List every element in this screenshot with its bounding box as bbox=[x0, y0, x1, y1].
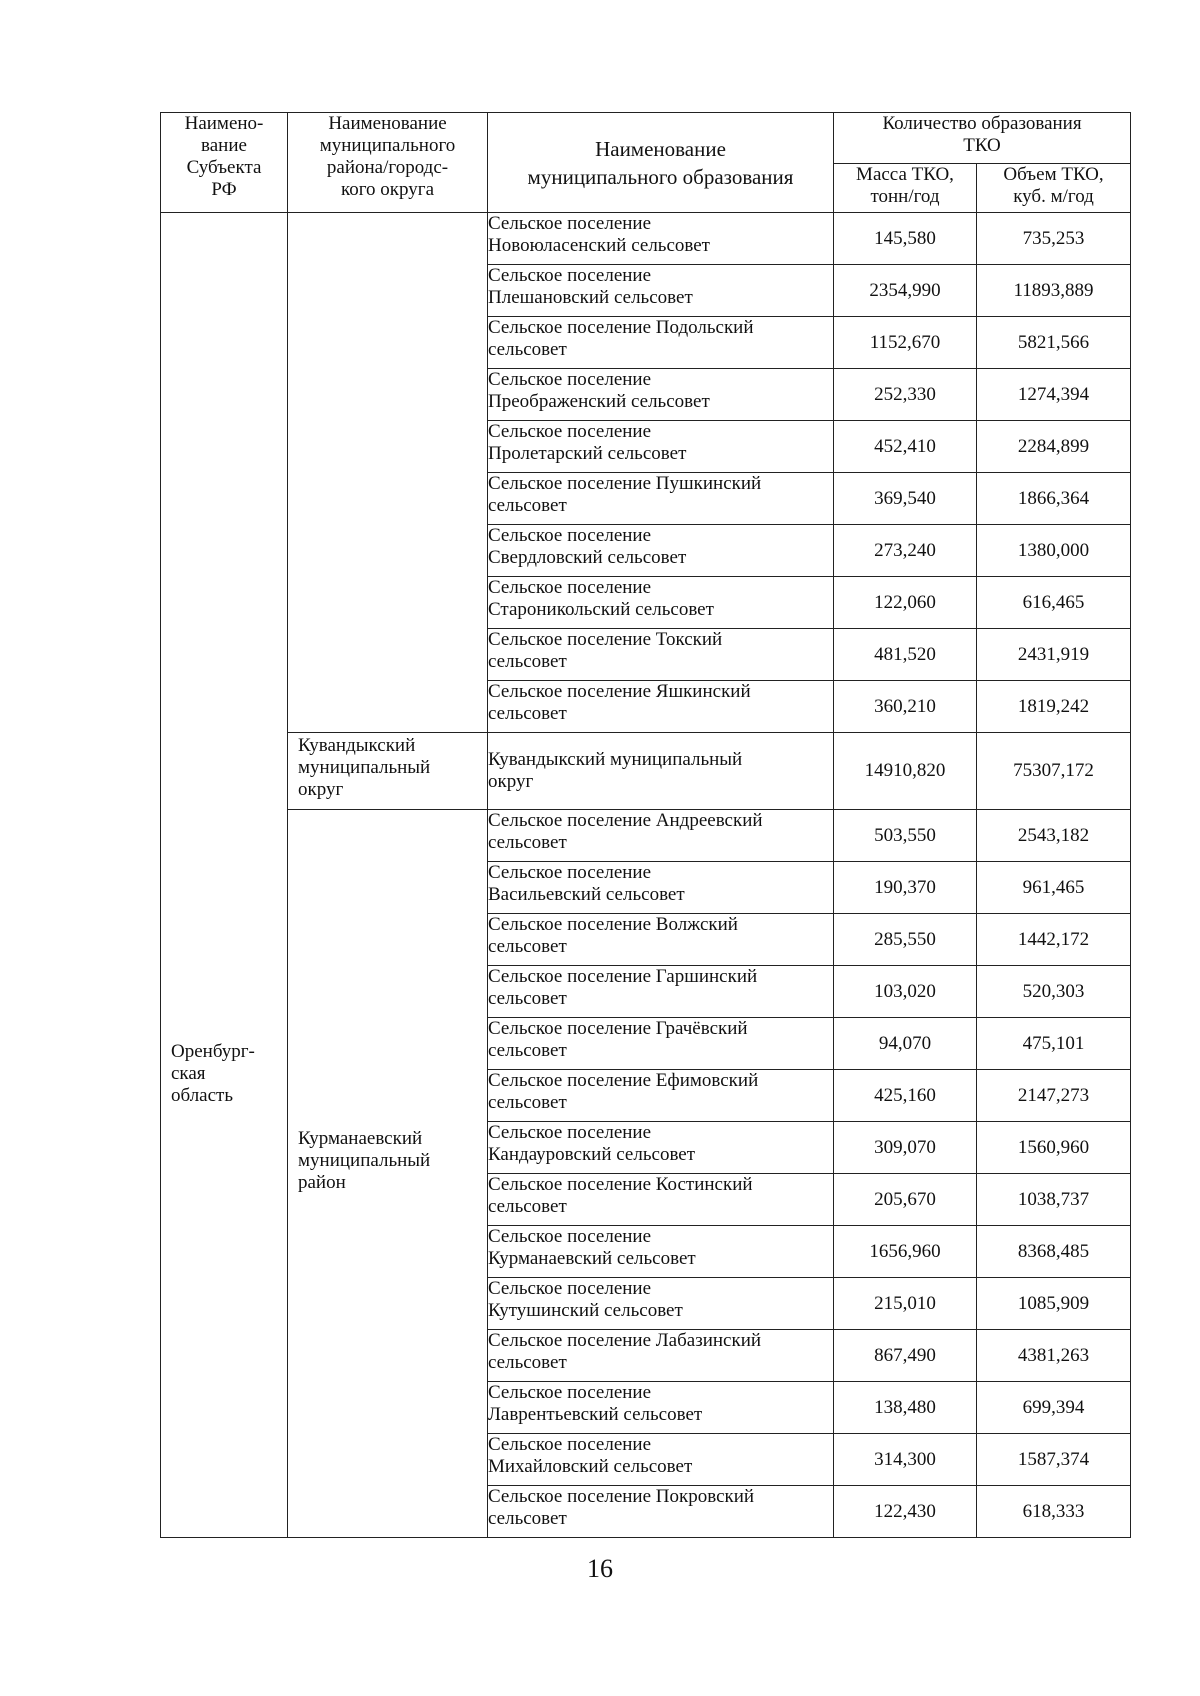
volume-value: 1038,737 bbox=[977, 1174, 1131, 1226]
municipality-name: Сельское поселение Кутушинский сельсовет bbox=[488, 1278, 834, 1330]
volume-value: 4381,263 bbox=[977, 1330, 1131, 1382]
volume-value: 2284,899 bbox=[977, 421, 1131, 473]
municipality-name: Сельское поселение Токский сельсовет bbox=[488, 629, 834, 681]
volume-value: 11893,889 bbox=[977, 265, 1131, 317]
mass-value: 122,430 bbox=[834, 1486, 977, 1538]
mass-value: 94,070 bbox=[834, 1018, 977, 1070]
volume-value: 1442,172 bbox=[977, 914, 1131, 966]
mass-value: 14910,820 bbox=[834, 733, 977, 810]
volume-value: 1380,000 bbox=[977, 525, 1131, 577]
municipality-name: Сельское поселение Костинский сельсовет bbox=[488, 1174, 834, 1226]
municipality-name: Сельское поселение Покровский сельсовет bbox=[488, 1486, 834, 1538]
volume-value: 75307,172 bbox=[977, 733, 1131, 810]
municipality-name: Кувандыкский муниципальный округ bbox=[488, 733, 834, 810]
mass-value: 503,550 bbox=[834, 810, 977, 862]
municipality-name: Сельское поселение Васильевский сельсовет bbox=[488, 862, 834, 914]
waste-table bbox=[160, 112, 1131, 1538]
municipality-name: Сельское поселение Пушкинский сельсовет bbox=[488, 473, 834, 525]
volume-value: 699,394 bbox=[977, 1382, 1131, 1434]
header-mass: Масса ТКО, тонн/год bbox=[834, 164, 977, 213]
mass-value: 481,520 bbox=[834, 629, 977, 681]
municipality-name: Сельское поселение Гаршинский сельсовет bbox=[488, 966, 834, 1018]
header-subject: Наимено- вание Субъекта РФ bbox=[161, 113, 288, 213]
volume-value: 2147,273 bbox=[977, 1070, 1131, 1122]
mass-value: 122,060 bbox=[834, 577, 977, 629]
table-body bbox=[161, 213, 1131, 1538]
municipality-name: Сельское поселение Кандауровский сельсовет bbox=[488, 1122, 834, 1174]
municipality-name: Сельское поселение Андреевский сельсовет bbox=[488, 810, 834, 862]
municipality-name: Сельское поселение Волжский сельсовет bbox=[488, 914, 834, 966]
municipality-name: Сельское поселение Лабазинский сельсовет bbox=[488, 1330, 834, 1382]
mass-value: 190,370 bbox=[834, 862, 977, 914]
volume-value: 475,101 bbox=[977, 1018, 1131, 1070]
mass-value: 215,010 bbox=[834, 1278, 977, 1330]
district-cell-empty bbox=[288, 213, 488, 733]
volume-value: 1587,374 bbox=[977, 1434, 1131, 1486]
subject-cell bbox=[161, 213, 288, 1538]
mass-value: 205,670 bbox=[834, 1174, 977, 1226]
mass-value: 369,540 bbox=[834, 473, 977, 525]
mass-value: 273,240 bbox=[834, 525, 977, 577]
subject-name: Оренбург- ская область bbox=[171, 1041, 255, 1106]
mass-value: 138,480 bbox=[834, 1382, 977, 1434]
mass-value: 452,410 bbox=[834, 421, 977, 473]
mass-value: 309,070 bbox=[834, 1122, 977, 1174]
volume-value: 1866,364 bbox=[977, 473, 1131, 525]
page-number: 16 bbox=[587, 1554, 613, 1583]
header-district: Наименование муниципального района/городс- кого округа bbox=[288, 113, 488, 213]
header-volume: Объем ТКО, куб. м/год bbox=[977, 164, 1131, 213]
volume-value: 2543,182 bbox=[977, 810, 1131, 862]
municipality-name: Сельское поселение Новоюласенский сельсовет bbox=[488, 213, 834, 265]
mass-value: 285,550 bbox=[834, 914, 977, 966]
volume-value: 1819,242 bbox=[977, 681, 1131, 733]
table-row bbox=[161, 213, 1131, 265]
mass-value: 1656,960 bbox=[834, 1226, 977, 1278]
municipality-name: Сельское поселение Михайловский сельсовет bbox=[488, 1434, 834, 1486]
district-cell bbox=[288, 810, 488, 1538]
municipality-name: Сельское поселение Староникольский сельсовет bbox=[488, 577, 834, 629]
volume-value: 616,465 bbox=[977, 577, 1131, 629]
mass-value: 425,160 bbox=[834, 1070, 977, 1122]
mass-value: 145,580 bbox=[834, 213, 977, 265]
volume-value: 1560,960 bbox=[977, 1122, 1131, 1174]
municipality-name: Сельское поселение Лаврентьевский сельсовет bbox=[488, 1382, 834, 1434]
volume-value: 735,253 bbox=[977, 213, 1131, 265]
municipality-name: Сельское поселение Курманаевский сельсовет bbox=[488, 1226, 834, 1278]
volume-value: 618,333 bbox=[977, 1486, 1131, 1538]
volume-value: 961,465 bbox=[977, 862, 1131, 914]
municipality-name: Сельское поселение Грачёвский сельсовет bbox=[488, 1018, 834, 1070]
volume-value: 1085,909 bbox=[977, 1278, 1131, 1330]
mass-value: 2354,990 bbox=[834, 265, 977, 317]
municipality-name: Сельское поселение Преображенский сельсовет bbox=[488, 369, 834, 421]
header-municipality: Наименование муниципального образования bbox=[488, 113, 834, 213]
table-row bbox=[161, 810, 1131, 862]
mass-value: 867,490 bbox=[834, 1330, 977, 1382]
district-name-kuvandyk: Кувандыкский муниципальный округ bbox=[298, 735, 431, 800]
volume-value: 2431,919 bbox=[977, 629, 1131, 681]
header-quantity-group: Количество образования ТКО bbox=[834, 113, 1131, 164]
mass-value: 360,210 bbox=[834, 681, 977, 733]
table-header bbox=[161, 113, 1131, 213]
municipality-name: Сельское поселение Свердловский сельсовет bbox=[488, 525, 834, 577]
mass-value: 1152,670 bbox=[834, 317, 977, 369]
table-row bbox=[161, 733, 1131, 810]
municipality-name: Сельское поселение Ефимовский сельсовет bbox=[488, 1070, 834, 1122]
district-name-kurmanaev: Курманаевский муниципальный район bbox=[298, 1128, 431, 1193]
municipality-name: Сельское поселение Плешановский сельсовет bbox=[488, 265, 834, 317]
municipality-name: Сельское поселение Яшкинский сельсовет bbox=[488, 681, 834, 733]
municipality-name: Сельское поселение Подольский сельсовет bbox=[488, 317, 834, 369]
mass-value: 103,020 bbox=[834, 966, 977, 1018]
district-cell bbox=[288, 733, 488, 810]
volume-value: 1274,394 bbox=[977, 369, 1131, 421]
volume-value: 8368,485 bbox=[977, 1226, 1131, 1278]
mass-value: 314,300 bbox=[834, 1434, 977, 1486]
volume-value: 520,303 bbox=[977, 966, 1131, 1018]
municipality-name: Сельское поселение Пролетарский сельсовет bbox=[488, 421, 834, 473]
mass-value: 252,330 bbox=[834, 369, 977, 421]
volume-value: 5821,566 bbox=[977, 317, 1131, 369]
